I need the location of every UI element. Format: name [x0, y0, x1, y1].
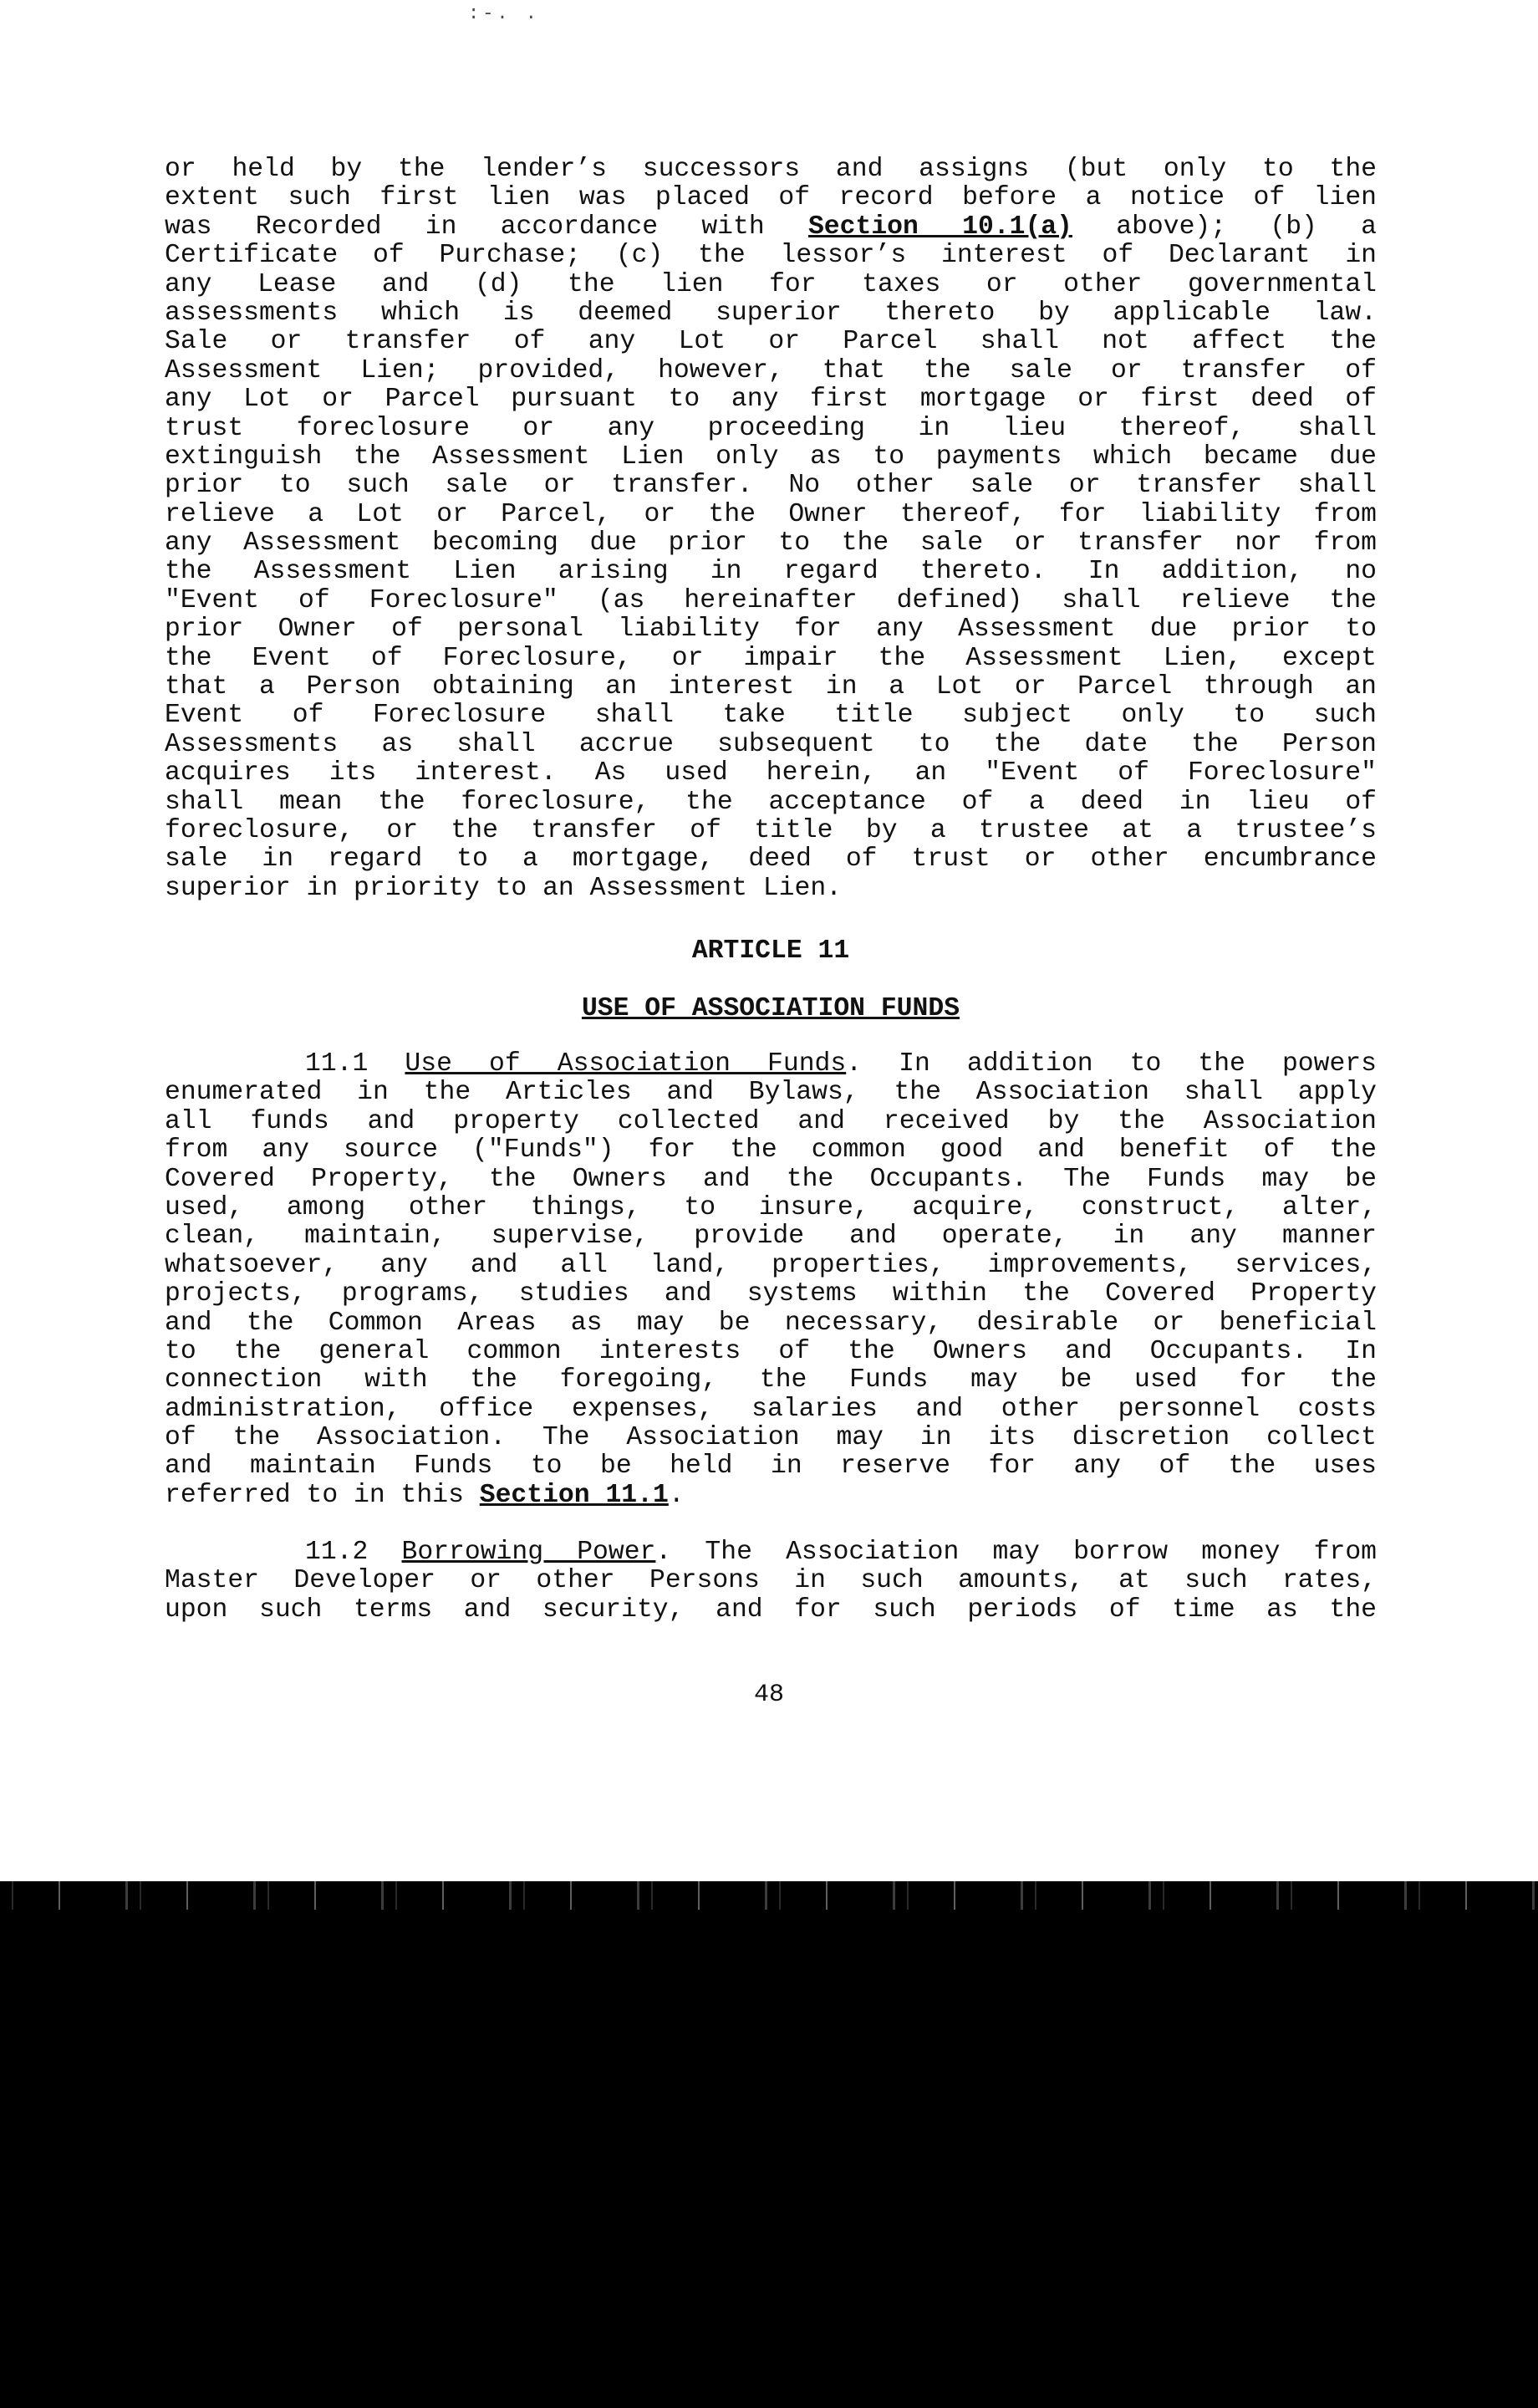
text-line: Certificate of Purchase; (c) the lessor’s interest of Declarant in	[165, 241, 1377, 271]
text-line: and maintain Funds to be held in reserve for any of the uses	[165, 1451, 1377, 1482]
section-11-2	[165, 1538, 1377, 1625]
section-11-1	[165, 1050, 1377, 1510]
text-line: extent such first lien was placed of record before a notice of lien	[165, 183, 1377, 213]
text-line: Covered Property, the Owners and the Occupants. The Funds may be	[165, 1164, 1377, 1194]
page-number: 48	[753, 1681, 784, 1709]
text-line: used, among other things, to insure, acquire, construct, alter,	[165, 1192, 1377, 1222]
article-title: USE OF ASSOCIATION FUNDS	[581, 994, 960, 1023]
text-line: prior Owner of personal liability for any Assessment due prior to	[165, 615, 1377, 645]
text-line: from any source ("Funds") for the common good and benefit of the	[165, 1135, 1377, 1166]
text-line: was Recorded in accordance with Section 10.1(a) above); (b) a	[165, 212, 1377, 242]
text-line: clean, maintain, supervise, provide and operate, in any manner	[165, 1222, 1377, 1252]
section-number: 11.1	[305, 1049, 405, 1079]
text-line: of the Association. The Association may in its discretion collect	[165, 1423, 1377, 1453]
section-title: Use of Association Funds	[405, 1049, 847, 1079]
section-heading-line: 11.1 Use of Association Funds. In addition to the powers	[305, 1049, 1377, 1079]
text-line: Master Developer or other Persons in such amounts, at such rates,	[165, 1566, 1377, 1596]
text-line: administration, office expenses, salaries and other personnel costs	[165, 1394, 1377, 1424]
text-line: enumerated in the Articles and Bylaws, the Association shall apply	[165, 1078, 1377, 1108]
text-line: or held by the lender’s successors and assigns (but only to the	[165, 155, 1377, 184]
text-line: upon such terms and security, and for such periods of time as the	[165, 1594, 1377, 1625]
text-line: Assessment Lien; provided, however, that the sale or transfer of	[165, 355, 1377, 385]
text-line: acquires its interest. As used herein, an "Event of Foreclosure"	[165, 758, 1377, 788]
text-line: superior in priority to an Assessment Lien.	[165, 873, 843, 903]
text-line: trust foreclosure or any proceeding in lieu thereof, shall	[165, 413, 1377, 443]
text-line: prior to such sale or transfer. No other sale or transfer shall	[165, 471, 1377, 501]
text-line: shall mean the foreclosure, the acceptance of a deed in lieu of	[165, 787, 1377, 817]
article-number: ARTICLE 11	[691, 936, 850, 966]
text-line: referred to in this Section 11.1.	[165, 1480, 685, 1510]
section-title: Borrowing Power	[401, 1538, 656, 1567]
text-line: Event of Foreclosure shall take title subject only to such	[165, 701, 1377, 731]
section-number: 11.2	[305, 1538, 402, 1567]
text-line: any Assessment becoming due prior to the sale or transfer nor from	[165, 528, 1377, 559]
text-line: the Assessment Lien arising in regard thereto. In addition, no	[165, 557, 1377, 587]
text-line: Sale or transfer of any Lot or Parcel shall not affect the	[165, 327, 1377, 357]
text-line: any Lot or Parcel pursuant to any first mortgage or first deed of	[165, 385, 1377, 415]
text-line: relieve a Lot or Parcel, or the Owner thereof, for liability from	[165, 499, 1377, 529]
text-line: all funds and property collected and received by the Association	[165, 1106, 1377, 1136]
scan-border	[0, 1881, 1538, 2408]
scan-marks: :-. .	[468, 3, 541, 24]
text-line: foreclosure, or the transfer of title by a trustee at a trustee’s	[165, 815, 1377, 845]
text-line: to the general common interests of the Owners and Occupants. In	[165, 1336, 1377, 1366]
text-line: "Event of Foreclosure" (as hereinafter defined) shall relieve the	[165, 585, 1377, 615]
text-line: assessments which is deemed superior thereto by applicable law.	[165, 298, 1377, 328]
text-line: any Lease and (d) the lien for taxes or other governmental	[165, 269, 1377, 299]
text-line: Assessments as shall accrue subsequent to the date the Person	[165, 729, 1377, 759]
text-line: the Event of Foreclosure, or impair the Assessment Lien, except	[165, 643, 1377, 673]
text-line: that a Person obtaining an interest in a Lot or Parcel through an	[165, 672, 1377, 702]
scan-noise-strip	[0, 1881, 1538, 1910]
section-reference: Section 11.1	[479, 1480, 669, 1510]
text-line: and the Common Areas as may be necessary, desirable or beneficial	[165, 1308, 1377, 1338]
text-line: sale in regard to a mortgage, deed of trust or other encumbrance	[165, 844, 1377, 875]
section-reference: Section 10.1(a)	[807, 212, 1072, 242]
paragraph-lien-priority	[165, 156, 1377, 903]
text-line: extinguish the Assessment Lien only as to payments which became due	[165, 441, 1377, 472]
text-line: projects, programs, studies and systems within the Covered Property	[165, 1279, 1377, 1309]
text-line: connection with the foregoing, the Funds may be used for the	[165, 1365, 1377, 1395]
text-line: whatsoever, any and all land, properties, improvements, services,	[165, 1250, 1377, 1280]
section-heading-line: 11.2 Borrowing Power. The Association may borrow money from	[305, 1538, 1378, 1567]
